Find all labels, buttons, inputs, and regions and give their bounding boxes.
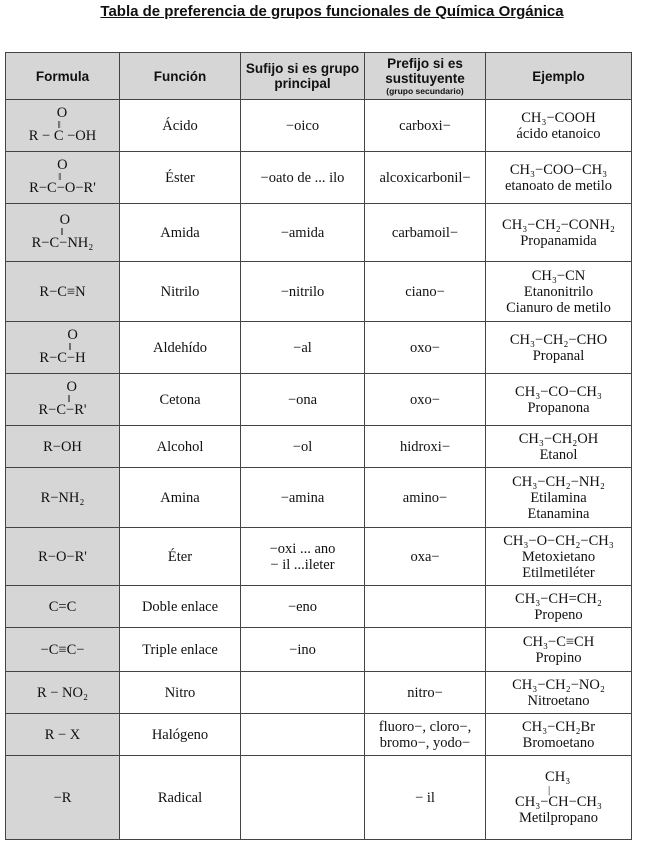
table-row <box>6 714 632 756</box>
sufijo-cell <box>241 672 365 714</box>
formula-main: R−C−NH₂ <box>31 235 94 251</box>
funcion-cell: Amida <box>120 204 241 262</box>
formula-main: R−OH <box>43 438 82 455</box>
prefijo-cell: alcoxicarbonil− <box>365 152 486 204</box>
sufijo-cell: −oato de ... ilo <box>241 152 365 204</box>
formula-cell <box>6 756 120 840</box>
double-bond: ‖ <box>58 171 62 183</box>
table-row <box>6 262 632 322</box>
formula-cell <box>6 426 120 468</box>
structural-formula <box>29 107 97 143</box>
structural-formula <box>40 641 85 658</box>
formula-main: R−C−H <box>39 350 86 366</box>
prefijo-cell: − il <box>365 756 486 840</box>
ejemplo-cell <box>486 586 632 628</box>
example-name: etanoato de metilo <box>504 177 613 194</box>
header-funcion: Función <box>120 53 241 100</box>
double-bond: ‖ <box>60 226 64 238</box>
sufijo-cell <box>241 528 365 586</box>
example-formula: CH₃−COOH <box>521 109 596 126</box>
carbonyl-oxygen: O <box>59 212 71 228</box>
prefijo-cell <box>365 586 486 628</box>
double-bond: ‖ <box>68 341 72 353</box>
prefijo-cell: hidroxi− <box>365 426 486 468</box>
double-bond: ‖ <box>67 393 71 405</box>
funcion-cell: Triple enlace <box>120 628 241 672</box>
sufijo-cell: −oico <box>241 100 365 152</box>
example-name: Etanol <box>539 446 578 463</box>
example-name: ácido etanoico <box>516 125 601 142</box>
sufijo-cell: −amida <box>241 204 365 262</box>
formula-cell <box>6 672 120 714</box>
formula-cell <box>6 152 120 204</box>
prefijo-cell-line: bromo−, yodo− <box>379 734 471 751</box>
header-sufijo: Sufijo si es grupo principal <box>241 53 365 100</box>
table-row <box>6 152 632 204</box>
formula-cell <box>6 528 120 586</box>
carbonyl-oxygen: O <box>66 379 77 395</box>
sufijo-cell <box>241 756 365 840</box>
funcion-cell: Alcohol <box>120 426 241 468</box>
sufijo-cell: −eno <box>241 586 365 628</box>
ejemplo-cell <box>486 528 632 586</box>
ejemplo-cell <box>486 628 632 672</box>
table-row <box>6 468 632 528</box>
table-row <box>6 672 632 714</box>
branch-bond: | <box>548 783 551 796</box>
prefijo-cell: oxo− <box>365 374 486 426</box>
formula-main: R−O−R' <box>38 548 87 565</box>
prefijo-cell: carbamoil− <box>365 204 486 262</box>
example-name: Etanonitrilo <box>523 283 594 300</box>
prefijo-cell: ciano− <box>365 262 486 322</box>
sufijo-cell: −ol <box>241 426 365 468</box>
example-formula: CH₃−COO−CH₃ <box>509 161 608 178</box>
ejemplo-cell <box>486 262 632 322</box>
example-name: Cianuro de metilo <box>506 299 611 316</box>
example-name: Bromoetano <box>522 734 595 751</box>
table-row <box>6 204 632 262</box>
sufijo-cell: −ona <box>241 374 365 426</box>
funcion-cell: Ácido <box>120 100 241 152</box>
table-row <box>6 756 632 840</box>
ejemplo-cell <box>486 426 632 468</box>
formula-cell <box>6 100 120 152</box>
table-row <box>6 322 632 374</box>
example-formula: CH₃−CH₂Br <box>521 718 596 735</box>
formula-main: R − X <box>44 726 81 743</box>
ejemplo-cell <box>486 374 632 426</box>
ejemplo-cell <box>486 714 632 756</box>
table-header-row <box>6 53 632 100</box>
ejemplo-cell <box>486 152 632 204</box>
formula-main: R−C−O−R' <box>29 180 96 196</box>
header-prefijo <box>365 53 486 100</box>
sufijo-cell <box>241 714 365 756</box>
formula-cell <box>6 374 120 426</box>
formula-main: R − NO₂ <box>36 684 89 701</box>
funcion-cell: Doble enlace <box>120 586 241 628</box>
ejemplo-cell <box>486 468 632 528</box>
table-row <box>6 528 632 586</box>
example-formula: CH₃−CO−CH₃ <box>515 383 602 400</box>
example-name: Etilmetiléter <box>522 564 595 581</box>
example-formula: CH₃−O−CH₂−CH₃ <box>503 532 614 549</box>
sufijo-cell: −nitrilo <box>241 262 365 322</box>
structural-formula <box>39 329 85 365</box>
example-name: Propanal <box>532 347 585 364</box>
table-row <box>6 628 632 672</box>
structural-formula <box>43 438 82 455</box>
table-row <box>6 374 632 426</box>
formula-main: −R <box>53 789 72 806</box>
prefijo-cell: oxo− <box>365 322 486 374</box>
structural-formula <box>36 684 89 701</box>
page-title: Tabla de preferencia de grupos funcionales de Química Orgánica <box>100 3 564 20</box>
example-name: Metilpropano <box>519 809 598 826</box>
example-name: Nitroetano <box>527 692 590 709</box>
prefijo-cell-line: fluoro−, cloro−, <box>378 718 472 735</box>
prefijo-cell: nitro− <box>365 672 486 714</box>
formula-cell <box>6 628 120 672</box>
formula-main: R−NH₂ <box>40 489 85 506</box>
funcion-cell: Éter <box>120 528 241 586</box>
funcion-cell: Cetona <box>120 374 241 426</box>
formula-cell <box>6 204 120 262</box>
prefijo-cell: amino− <box>365 468 486 528</box>
carbonyl-oxygen: O <box>56 105 68 121</box>
example-name: Etilamina <box>530 489 587 506</box>
example-formula: CH₃−CH₂−CHO <box>509 331 608 348</box>
ejemplo-cell <box>486 322 632 374</box>
header-prefijo-label: Prefijo si es sustituyente <box>385 56 465 86</box>
formula-cell <box>6 322 120 374</box>
example-name: Propeno <box>534 606 583 623</box>
table-row <box>6 586 632 628</box>
sufijo-cell: −amina <box>241 468 365 528</box>
example-name: Propanona <box>527 399 590 416</box>
methyl-branch: CH₃ <box>545 768 571 785</box>
formula-main: R−C−R' <box>38 402 87 418</box>
ejemplo-cell <box>486 204 632 262</box>
formula-main: −C≡C− <box>40 641 85 658</box>
sufijo-cell: −ino <box>241 628 365 672</box>
ejemplo-cell <box>486 756 632 840</box>
ejemplo-cell <box>486 672 632 714</box>
header-ejemplo: Ejemplo <box>486 53 632 100</box>
main-chain: CH₃−CH−CH₃ <box>515 793 602 810</box>
formula-main: R−C≡N <box>39 283 86 300</box>
example-name: Etanamina <box>527 505 590 522</box>
structural-formula <box>44 726 81 743</box>
structural-formula <box>39 283 86 300</box>
sufijo-cell-line: − il ...ileter <box>270 556 335 573</box>
example-formula: CH₃−CN <box>531 267 586 284</box>
structural-formula <box>53 789 72 806</box>
formula-cell <box>6 586 120 628</box>
funcion-cell: Nitro <box>120 672 241 714</box>
carbonyl-oxygen: O <box>57 157 68 173</box>
funcion-cell: Aldehído <box>120 322 241 374</box>
formula-cell <box>6 262 120 322</box>
structural-formula <box>40 489 85 506</box>
formula-main: R − C −OH <box>28 128 97 144</box>
funcion-cell: Amina <box>120 468 241 528</box>
formula-main: C=C <box>48 598 77 615</box>
formula-cell <box>6 468 120 528</box>
structural-formula <box>29 159 96 195</box>
branched-example-formula <box>515 770 602 810</box>
sufijo-cell-line: −oxi ... ano <box>269 540 336 557</box>
formula-cell <box>6 714 120 756</box>
funcion-cell: Nitrilo <box>120 262 241 322</box>
prefijo-cell <box>365 628 486 672</box>
table-row <box>6 100 632 152</box>
prefijo-cell: oxa− <box>365 528 486 586</box>
funcion-cell: Éster <box>120 152 241 204</box>
example-name: Propino <box>535 649 582 666</box>
example-formula: CH₃−C≡CH <box>522 633 595 650</box>
example-formula: CH₃−CH₂OH <box>518 430 599 447</box>
structural-formula <box>32 214 94 250</box>
example-name: Metoxietano <box>521 548 596 565</box>
example-formula: CH₃−CH₂−NO₂ <box>512 676 605 693</box>
structural-formula <box>39 381 87 417</box>
table-row <box>6 426 632 468</box>
funcion-cell: Halógeno <box>120 714 241 756</box>
example-formula: CH₃−CH₂−CONH₂ <box>502 216 615 233</box>
header-prefijo-note: (grupo secundario) <box>386 86 464 96</box>
prefijo-cell <box>365 714 486 756</box>
example-name: Propanamida <box>520 232 597 249</box>
example-formula: CH₃−CH=CH₂ <box>515 590 602 607</box>
header-formula: Formula <box>6 53 120 100</box>
example-formula: CH₃−CH₂−NH₂ <box>512 473 605 490</box>
structural-formula <box>48 598 77 615</box>
carbonyl-oxygen: O <box>67 327 78 343</box>
funcion-cell: Radical <box>120 756 241 840</box>
ejemplo-cell <box>486 100 632 152</box>
sufijo-cell: −al <box>241 322 365 374</box>
double-bond: ‖ <box>57 119 61 131</box>
functional-groups-table <box>5 52 632 840</box>
structural-formula <box>38 548 87 565</box>
prefijo-cell: carboxi− <box>365 100 486 152</box>
